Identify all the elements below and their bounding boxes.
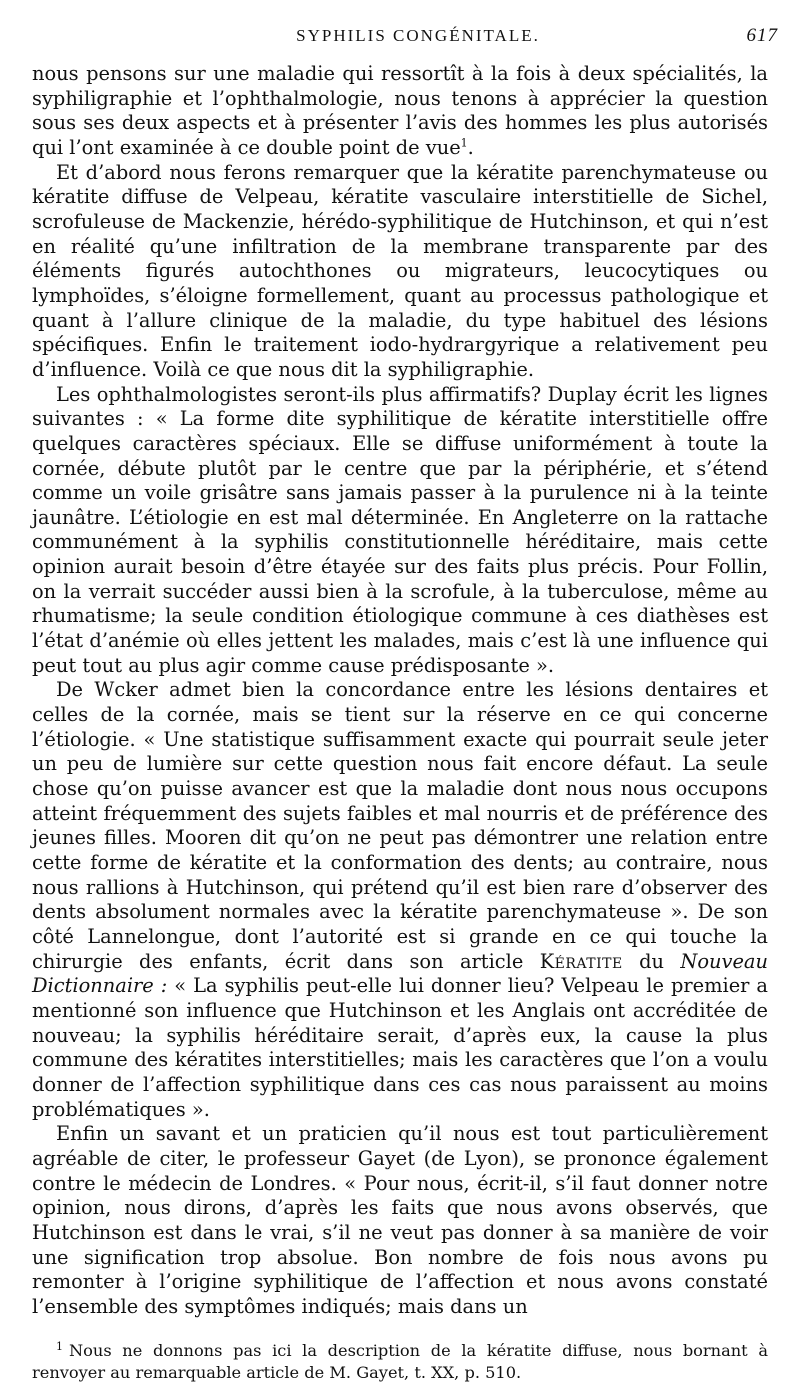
paragraph-1-text: nous pensons sur une maladie qui ressortît à la fois à deux spécialités, la syphiligraphie et l’ophthalmologie, nous tenons à apprécier la question sous ses deux aspects et à présenter l’avis des hommes les plus autorisés qui l’ont examinée à ce double point de vue: [32, 62, 768, 159]
footnote-reference[interactable]: 1: [460, 136, 468, 150]
paragraph-4: [32, 678, 768, 1122]
paragraph-4-after: « La syphilis peut-elle lui donner lieu? Velpeau le premier a mentionné son influence que Hutchinson et les Anglais ont accréditée de nouveau; la syphilis héréditaire serait, d’après eux, la cause la plus commune des kératites interstitielles; mais les caractères que l’on a voulu donner de l’affection syphilitique dans ces cas nous paraissent au moins problématiques ».: [32, 974, 768, 1121]
page-header: [32, 20, 778, 54]
paragraph-2: Et d’abord nous ferons remarquer que la kératite parenchymateuse ou kératite diffuse de Velpeau, kératite vasculaire interstitielle de Sichel, scrofuleuse de Mackenzie, hérédo-syphilitique de Hutchinson, et qui n’est en réalité qu’une infiltration de la membrane transparente par des éléments figurés autochthones ou migrateurs, leucocytiques ou lymphoïdes, s’éloigne formellement, quant au processus pathologique et quant à l’allure clinique de la maladie, du type habituel des lésions spécifiques. Enfin le traitement iodo-hydrargyrique a relativement peu d’influence. Voilà ce que nous dit la syphiligraphie.: [32, 160, 768, 381]
work-title-nouveau-dictionnaire: Nouveau Dictionnaire :: [32, 949, 768, 998]
page-number: 617: [746, 25, 778, 46]
paragraph-4-before: De Wcker admet bien la concordance entre les lésions dentaires et celles de la cornée, mais se tient sur la réserve en ce qui concerne l’étiologie. « Une statistique suffisamment exacte qui pourrait seule jeter un peu de lumière sur cette question nous fait encore défaut. La seule chose qu’on puisse avancer est que la maladie dont nous nous occupons atteint fréquemment des sujets faibles et mal nourris et de préférence des jeunes filles. Mooren dit qu’on ne peut pas démontrer une relation entre cette forme de kératite et la conformation des dents; au contraire, nous nous rallions à Hutchinson, qui prétend qu’il est bien rare d’observer des dents absolument normales avec la kératite parenchymateuse ». De son côté Lannelongue, dont l’autorité est si grande en ce qui touche la chirurgie des enfants, écrit dans son article: [32, 678, 768, 973]
footnotes: [32, 1340, 768, 1384]
paragraph-1: [32, 62, 768, 161]
paragraph-1-end: .: [467, 135, 474, 159]
running-title: SYPHILIS CONGÉNITALE.: [296, 26, 540, 45]
body-text: [32, 62, 768, 1319]
footnote-1: [32, 1340, 768, 1384]
paragraph-5: Enfin un savant et un praticien qu’il nous est tout particulièrement agréable de citer, le professeur Gayet (de Lyon), se prononce également contre le médecin de Londres. « Pour nous, écrit-il, s’il faut donner notre opinion, nous dirons, d’après les faits que nous avons observés, que Hutchinson est dans le vrai, s’il ne veut pas donner à sa manière de voir une signification trop absolue. Bon nombre de fois nous avons pu remonter à l’origine syphilitique de l’affection et nous avons constaté l’ensemble des symptômes indiqués; mais dans un: [32, 1122, 768, 1318]
footnote-mark: 1: [56, 1339, 63, 1353]
article-title-keratite: Kératite: [539, 949, 623, 973]
paragraph-4-middle: du: [639, 949, 664, 973]
footnote-text: Nous ne donnons pas ici la description de la kératite diffuse, nous bornant à renvoyer au remarquable article de M. Gayet, t. XX, p. 510.: [32, 1341, 768, 1382]
paragraph-3: Les ophthalmologistes seront-ils plus affirmatifs? Duplay écrit les lignes suivantes : « La forme dite syphilitique de kératite interstitielle offre quelques caractères spéciaux. Elle se diffuse uniformément à toute la cornée, débute plutôt par le centre que par la périphérie, et s’étend comme un voile grisâtre sans jamais passer à la purulence ni à la teinte jaunâtre. L’étiologie en est mal déterminée. En Angleterre on la rattache communément à la syphilis constitutionnelle héréditaire, mais cette opinion aurait besoin d’être étayée sur des faits plus précis. Pour Follin, on la verrait succéder aussi bien à la scrofule, à la tuberculose, même au rhumatisme; la seule condition étiologique commune à ces diathèses est l’état d’anémie où elles jettent les malades, mais c’est là une influence qui peut tout au plus agir comme cause prédisposante ».: [32, 382, 768, 677]
